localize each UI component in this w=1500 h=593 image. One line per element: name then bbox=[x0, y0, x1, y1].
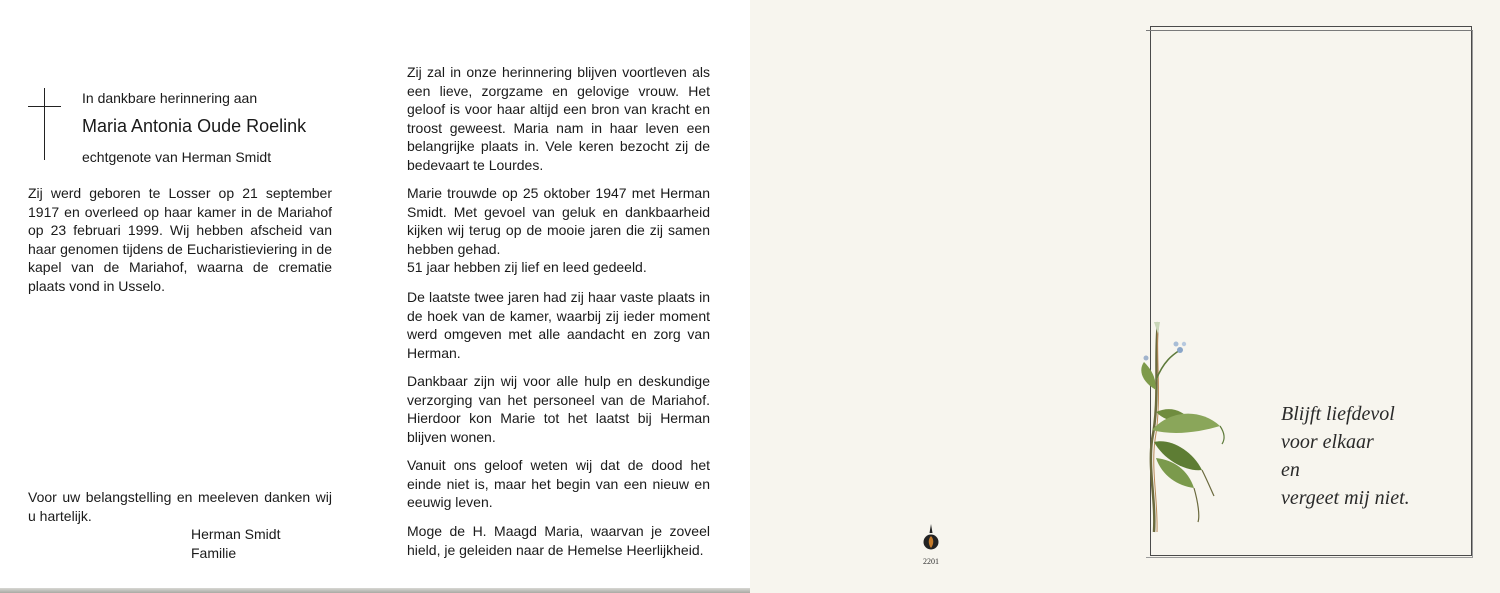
last-years-paragraph: De laatste twee jaren had zij haar vaste plaats in de hoek van de kamer, waarbij zij ieder moment werd omgeven met alle aandacht en zorg van Herman. bbox=[407, 289, 710, 361]
poem-line: voor elkaar bbox=[1281, 431, 1374, 453]
care-paragraph: Dankbaar zijn wij voor alle hulp en deskundige verzorging van het personeel van de Mariahof. Hierdoor kon Marie tot het laatst bij Herman blijven wonen. bbox=[407, 373, 710, 445]
forget-me-not-plant-illustration bbox=[1130, 320, 1240, 535]
faith-paragraph: Vanuit ons geloof weten wij dat de dood het einde niet is, maar het begin van een nieuw en eeuwig leven. bbox=[407, 457, 710, 511]
page-edge bbox=[0, 588, 750, 593]
biography-paragraph: Zij werd geboren te Losser op 21 september 1917 en overleed op haar kamer in de Mariahof op 23 februari 1999. Wij hebben afscheid van haar genomen tijdens de Eucharistieviering in de kapel van de Mariahof, waarna de crematie plaats vond in Usselo. bbox=[28, 185, 332, 294]
years-paragraph: 51 jaar hebben zij lief en leed gedeeld. bbox=[407, 259, 647, 275]
poem-line: en bbox=[1281, 459, 1300, 481]
poem-verse bbox=[1281, 400, 1410, 512]
deceased-name: Maria Antonia Oude Roelink bbox=[82, 116, 307, 136]
prayer-paragraph: Moge de H. Maagd Maria, waarvan je zoveel hield, je geleiden naar de Hemelse Heerlijkheid. bbox=[407, 523, 710, 558]
intro-line: In dankbare herinnering aan bbox=[82, 90, 258, 106]
cross-icon-bar bbox=[28, 106, 61, 107]
poem-line: Blijft liefdevol bbox=[1281, 403, 1395, 425]
marriage-paragraph: Marie trouwde op 25 oktober 1947 met Herman Smidt. Met gevoel van geluk en dankbaarheid kijken wij terug op de mooie jaren die zij samen hebben gehad. bbox=[407, 185, 710, 257]
printer-code: 2201 bbox=[923, 557, 939, 566]
printer-logo-icon bbox=[920, 522, 942, 554]
cross-icon bbox=[44, 88, 45, 160]
memorial-paragraph: Zij zal in onze herinnering blijven voortleven als een lieve, zorgzame en gelovige vrouw. Het geloof is voor haar altijd een bron van kracht en troost geweest. Maria nam in haar leven een belangrijke plaats in. Vele keren bezocht zij de bedevaart te Lourdes. bbox=[407, 64, 710, 173]
signature-family: Familie bbox=[191, 545, 237, 561]
poem-line: vergeet mij niet. bbox=[1281, 487, 1410, 509]
signature-name: Herman Smidt bbox=[191, 526, 281, 542]
thanks-paragraph: Voor uw belangstelling en meeleven danken wij u hartelijk. bbox=[28, 489, 332, 524]
spouse-line: echtgenote van Herman Smidt bbox=[82, 149, 272, 165]
